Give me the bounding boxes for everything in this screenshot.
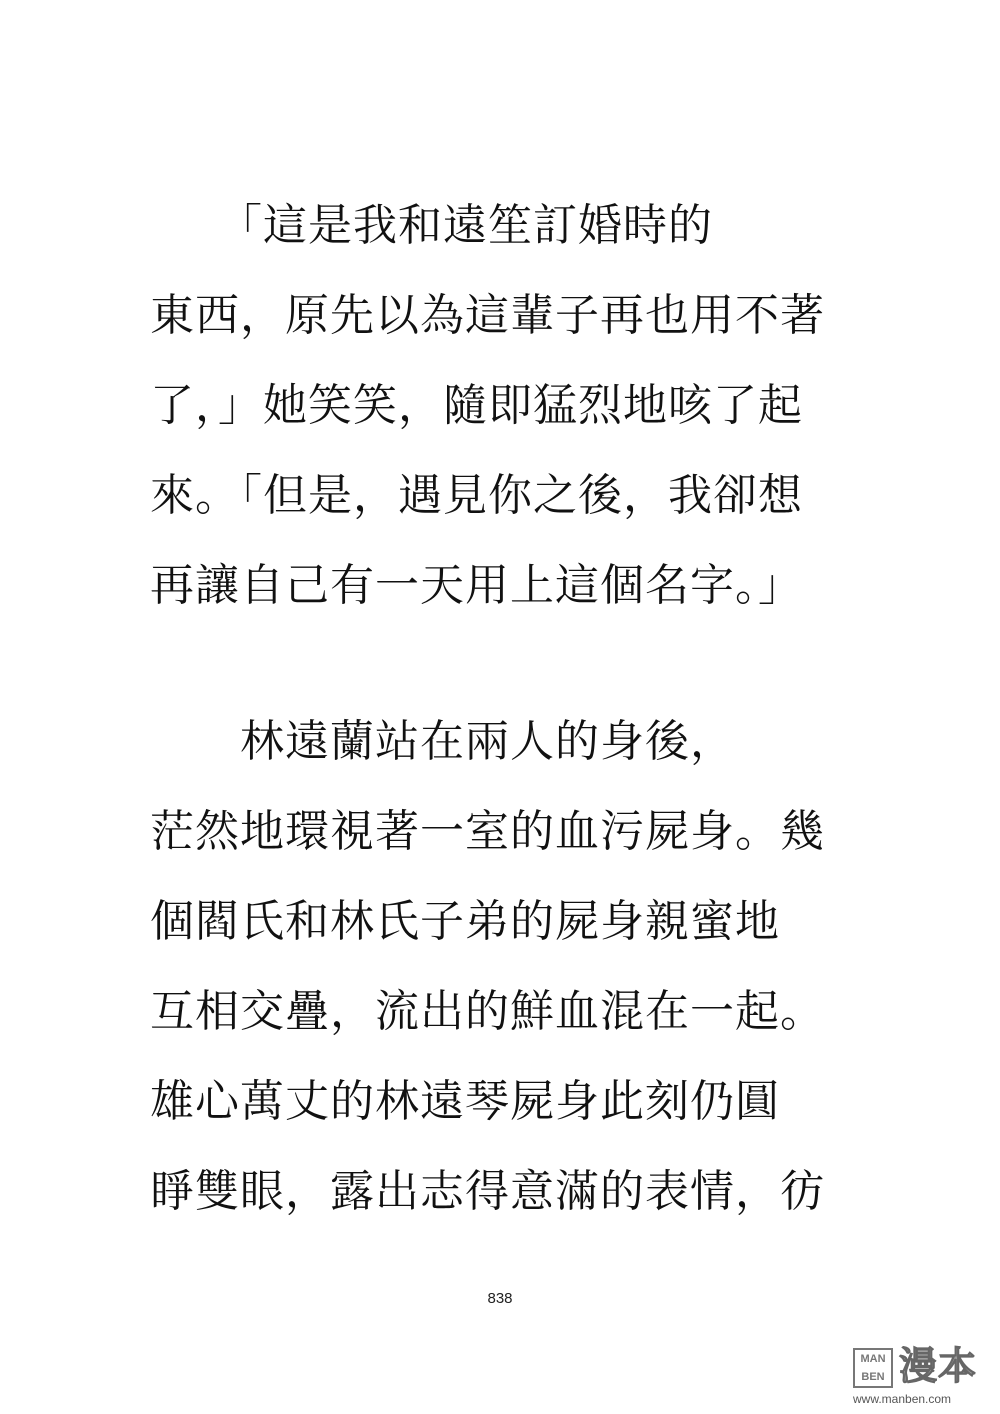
watermark-brand-chars: 漫本	[899, 1344, 978, 1388]
text-line: 雄心萬丈的林遠琴屍身此刻仍圓	[150, 1076, 780, 1127]
watermark-logo-icon	[853, 1348, 893, 1388]
text-line: 「這是我和遠笙訂婚時的	[150, 200, 713, 251]
watermark-logo-top: MAN	[860, 1353, 886, 1365]
text-line: 東西，原先以為這輩子再也用不著	[150, 290, 825, 341]
text-line: 個閻氏和林氏子弟的屍身親蜜地	[150, 896, 780, 947]
text-line: 互相交疊，流出的鮮血混在一起。	[150, 986, 825, 1037]
text-line: 茫然地環視著一室的血污屍身。幾	[150, 806, 825, 857]
text-line: 睜雙眼，露出志得意滿的表情，彷	[150, 1166, 825, 1217]
watermark-logo-bottom: BEN	[861, 1371, 885, 1383]
text-line: 了，」她笑笑，隨即猛烈地咳了起	[150, 380, 803, 431]
page-number: 838	[487, 1290, 513, 1307]
text-line: 來。「但是，遇見你之後，我卻想	[150, 470, 803, 521]
watermark-url: www.manben.com	[853, 1392, 952, 1406]
text-line: 林遠蘭站在兩人的身後，	[150, 716, 735, 767]
manben-watermark[interactable]	[853, 1344, 988, 1406]
text-line: 再讓自己有一天用上這個名字。」	[150, 560, 803, 611]
